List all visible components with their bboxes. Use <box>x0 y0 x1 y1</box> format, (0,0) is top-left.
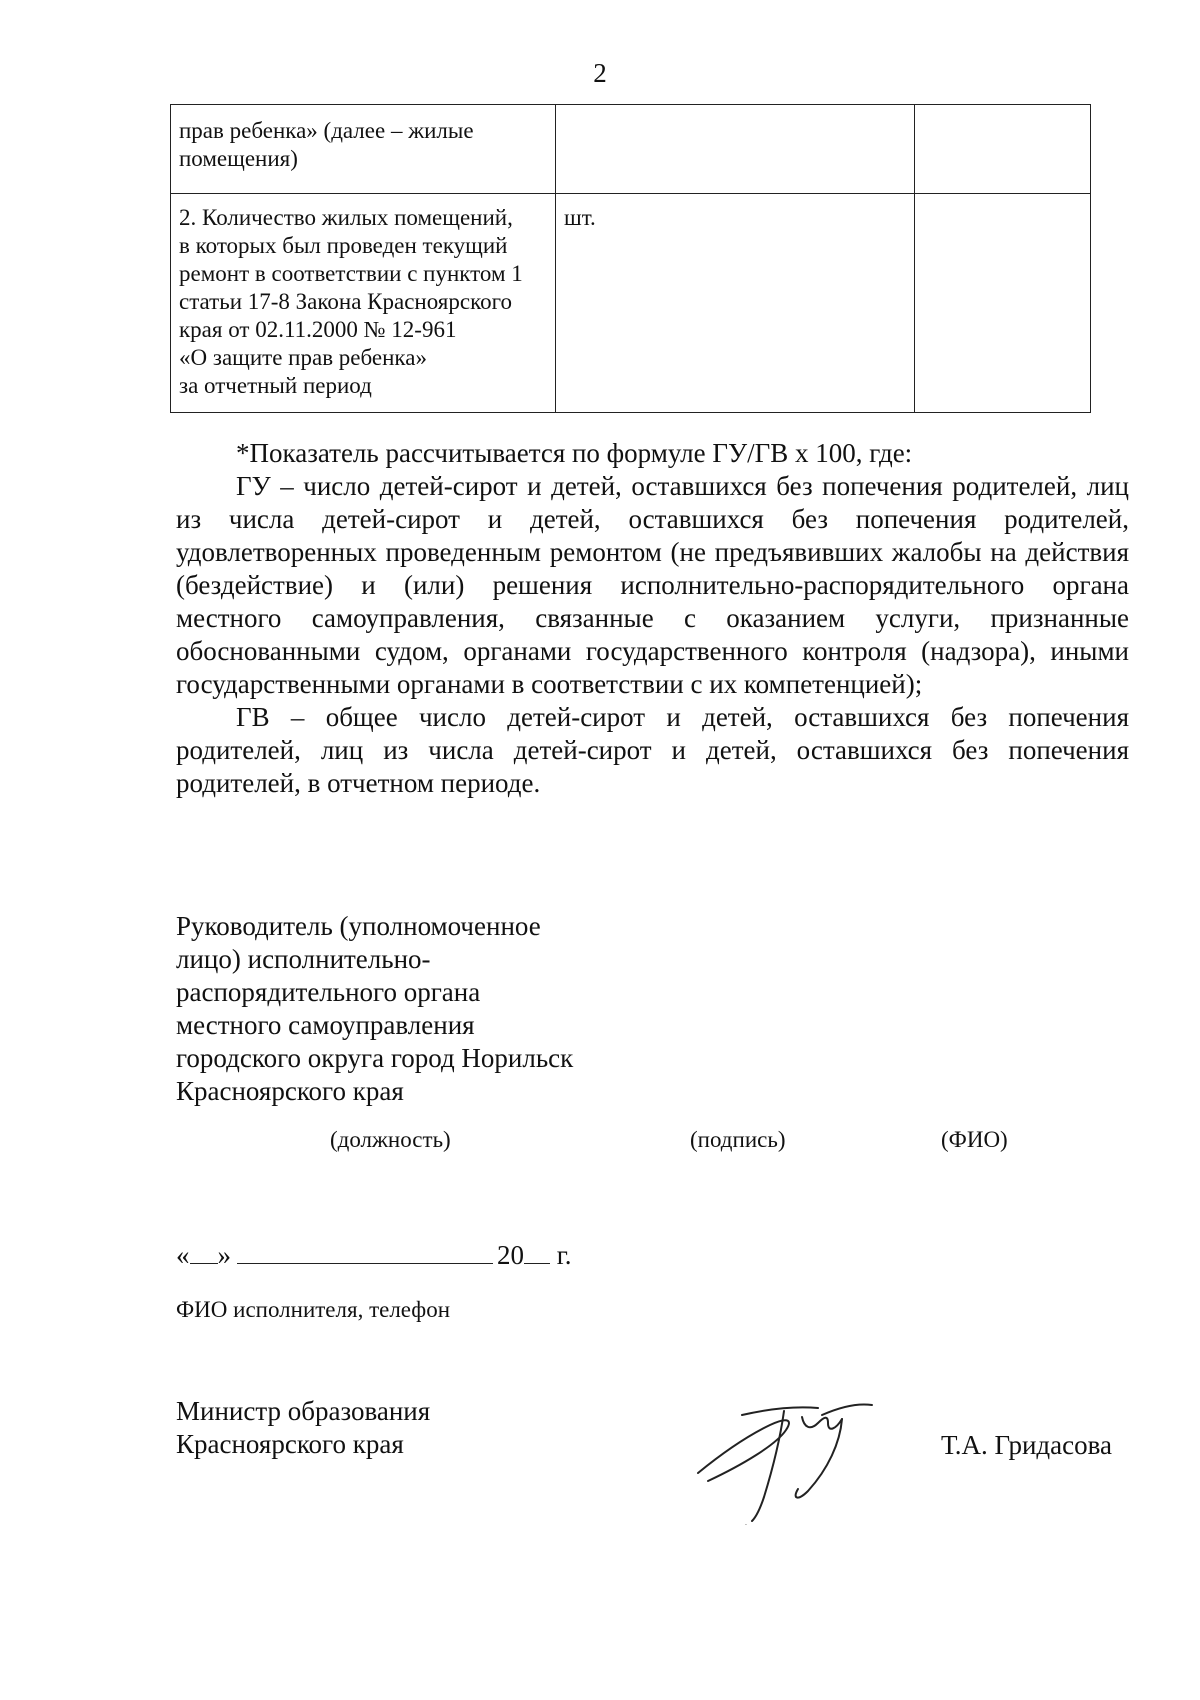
indicator-name-line: статьи 17-8 Закона Красноярского <box>179 289 512 314</box>
day-blank <box>190 1239 218 1264</box>
head-position-line: лицо) исполнительно- <box>176 944 431 974</box>
indicator-name-line: 2. Количество жилых помещений, <box>179 205 513 230</box>
head-position-line: распорядительного органа <box>176 977 481 1007</box>
minister-name: Т.А. Гридасова <box>941 1430 1112 1460</box>
indicator-name-line: «О защите прав ребенка» <box>179 345 427 370</box>
value-cell <box>915 194 1091 413</box>
indicator-name-line: края от 02.11.2000 № 12-961 <box>179 317 457 342</box>
page-number: 2 <box>593 58 607 88</box>
date-line <box>176 1239 572 1271</box>
minister-title-line: Министр образования <box>176 1396 431 1426</box>
indicator-name-line: в которых был проведен текущий <box>179 233 508 258</box>
minister-title <box>176 1395 430 1461</box>
caption-position: (должность) <box>330 1127 451 1152</box>
indicator-name-cell <box>171 105 556 194</box>
head-position-line: Руководитель (уполномоченное <box>176 911 541 941</box>
table-row <box>171 194 1091 413</box>
head-position-block <box>176 910 573 1108</box>
formula-gu-definition: ГУ – число детей-сирот и детей, оставшихся без попечения родителей, лиц из числа детей-сирот и детей, оставшихся без попечения родителей, удовлетворенных проведенным ремонтом (не предъявивших жалобы на действия (бездействие) и (или) решения исполнительно-распорядительного органа местного самоуправления, связанные с оказанием услуги, признанные обоснованными судом, органами государственного контроля (надзора), иными государственными органами в соответствии с их компетенцией); <box>176 471 1129 699</box>
formula-intro: *Показатель рассчитывается по формуле ГУ/ГВ х 100, где: <box>236 438 913 468</box>
year-prefix: 20 <box>497 1240 524 1270</box>
formula-gv-definition: ГВ – общее число детей-сирот и детей, оставшихся без попечения родителей, лиц из числа детей-сирот и детей, оставшихся без попечения родителей, в отчетном периоде. <box>176 702 1129 798</box>
caption-fio: (ФИО) <box>941 1127 1008 1152</box>
minister-title-line: Красноярского края <box>176 1429 404 1459</box>
indicator-name-line: за отчетный период <box>179 373 372 398</box>
value-cell <box>915 105 1091 194</box>
month-blank <box>237 1239 493 1264</box>
indicator-name-line: прав ребенка» (далее – жилые <box>179 118 474 143</box>
head-position-line: городского округа город Норильск <box>176 1043 574 1073</box>
indicator-name-cell <box>171 194 556 413</box>
indicator-name-line: помещения) <box>179 146 298 171</box>
caption-signature: (подпись) <box>690 1127 786 1152</box>
unit-cell <box>556 105 915 194</box>
date-open-quote: « <box>176 1240 190 1270</box>
handwritten-signature <box>690 1385 890 1525</box>
indicators-table <box>170 104 1091 413</box>
indicator-name-line: ремонт в соответствии с пунктом 1 <box>179 261 523 286</box>
date-close-quote: » <box>217 1240 231 1270</box>
formula-explanation <box>176 437 1129 800</box>
head-position-line: Красноярского края <box>176 1076 404 1106</box>
head-position-line: местного самоуправления <box>176 1010 475 1040</box>
unit-cell: шт. <box>556 194 915 413</box>
table-row <box>171 105 1091 194</box>
executor-label: ФИО исполнителя, телефон <box>176 1297 451 1322</box>
year-suffix: г. <box>550 1240 572 1270</box>
year-blank <box>524 1239 550 1264</box>
